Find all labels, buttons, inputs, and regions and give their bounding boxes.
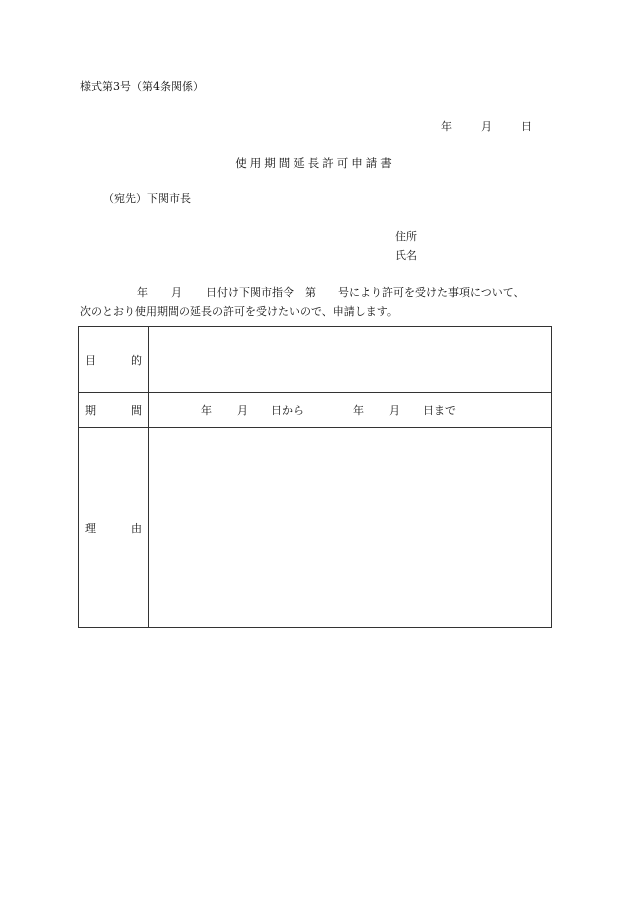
date-month-label: 月 bbox=[481, 120, 492, 133]
period-label-char-1: 期 bbox=[85, 404, 96, 417]
body-text-line-1 bbox=[80, 287, 525, 298]
reason-label-cell bbox=[79, 428, 149, 628]
reason-label-char-2: 由 bbox=[131, 521, 142, 535]
body-year-label: 年 bbox=[137, 286, 148, 299]
applicant-address-label: 住所 bbox=[395, 230, 417, 243]
body-month-label: 月 bbox=[171, 286, 182, 299]
purpose-value-cell[interactable] bbox=[149, 327, 552, 393]
body-text-line-2: 次のとおり使用期間の延長の許可を受けたいので、申請します。 bbox=[80, 305, 398, 318]
date-day-label: 日 bbox=[521, 120, 532, 133]
period-to-day: 日まで bbox=[423, 404, 456, 417]
period-from-month: 月 bbox=[237, 404, 248, 417]
period-value-cell[interactable] bbox=[149, 393, 552, 428]
purpose-label-char-1: 目 bbox=[85, 353, 96, 367]
purpose-row bbox=[79, 327, 552, 393]
applicant-name-label: 氏名 bbox=[395, 249, 417, 262]
period-to-month: 月 bbox=[389, 404, 400, 417]
period-from-day: 日から bbox=[271, 404, 304, 417]
reason-row bbox=[79, 428, 552, 628]
period-row bbox=[79, 393, 552, 428]
application-form-table bbox=[78, 326, 552, 628]
period-to-year: 年 bbox=[353, 404, 364, 417]
period-label-cell bbox=[79, 393, 149, 428]
date-year-label: 年 bbox=[441, 120, 452, 133]
period-label-char-2: 間 bbox=[131, 404, 142, 417]
form-number-label: 様式第3号（第4条関係） bbox=[80, 80, 204, 93]
reason-value-cell[interactable] bbox=[149, 428, 552, 628]
body-reference-text: 日付け下関市指令 第 号により許可を受けた事項について、 bbox=[206, 286, 525, 299]
document-title: 使用期間延長許可申請書 bbox=[235, 156, 395, 170]
purpose-label-char-2: 的 bbox=[131, 353, 142, 367]
period-from-year: 年 bbox=[201, 404, 212, 417]
recipient-line: （宛先）下関市長 bbox=[103, 192, 191, 205]
purpose-label-cell bbox=[79, 327, 149, 393]
application-date bbox=[441, 121, 532, 132]
reason-label-char-1: 理 bbox=[85, 521, 96, 535]
